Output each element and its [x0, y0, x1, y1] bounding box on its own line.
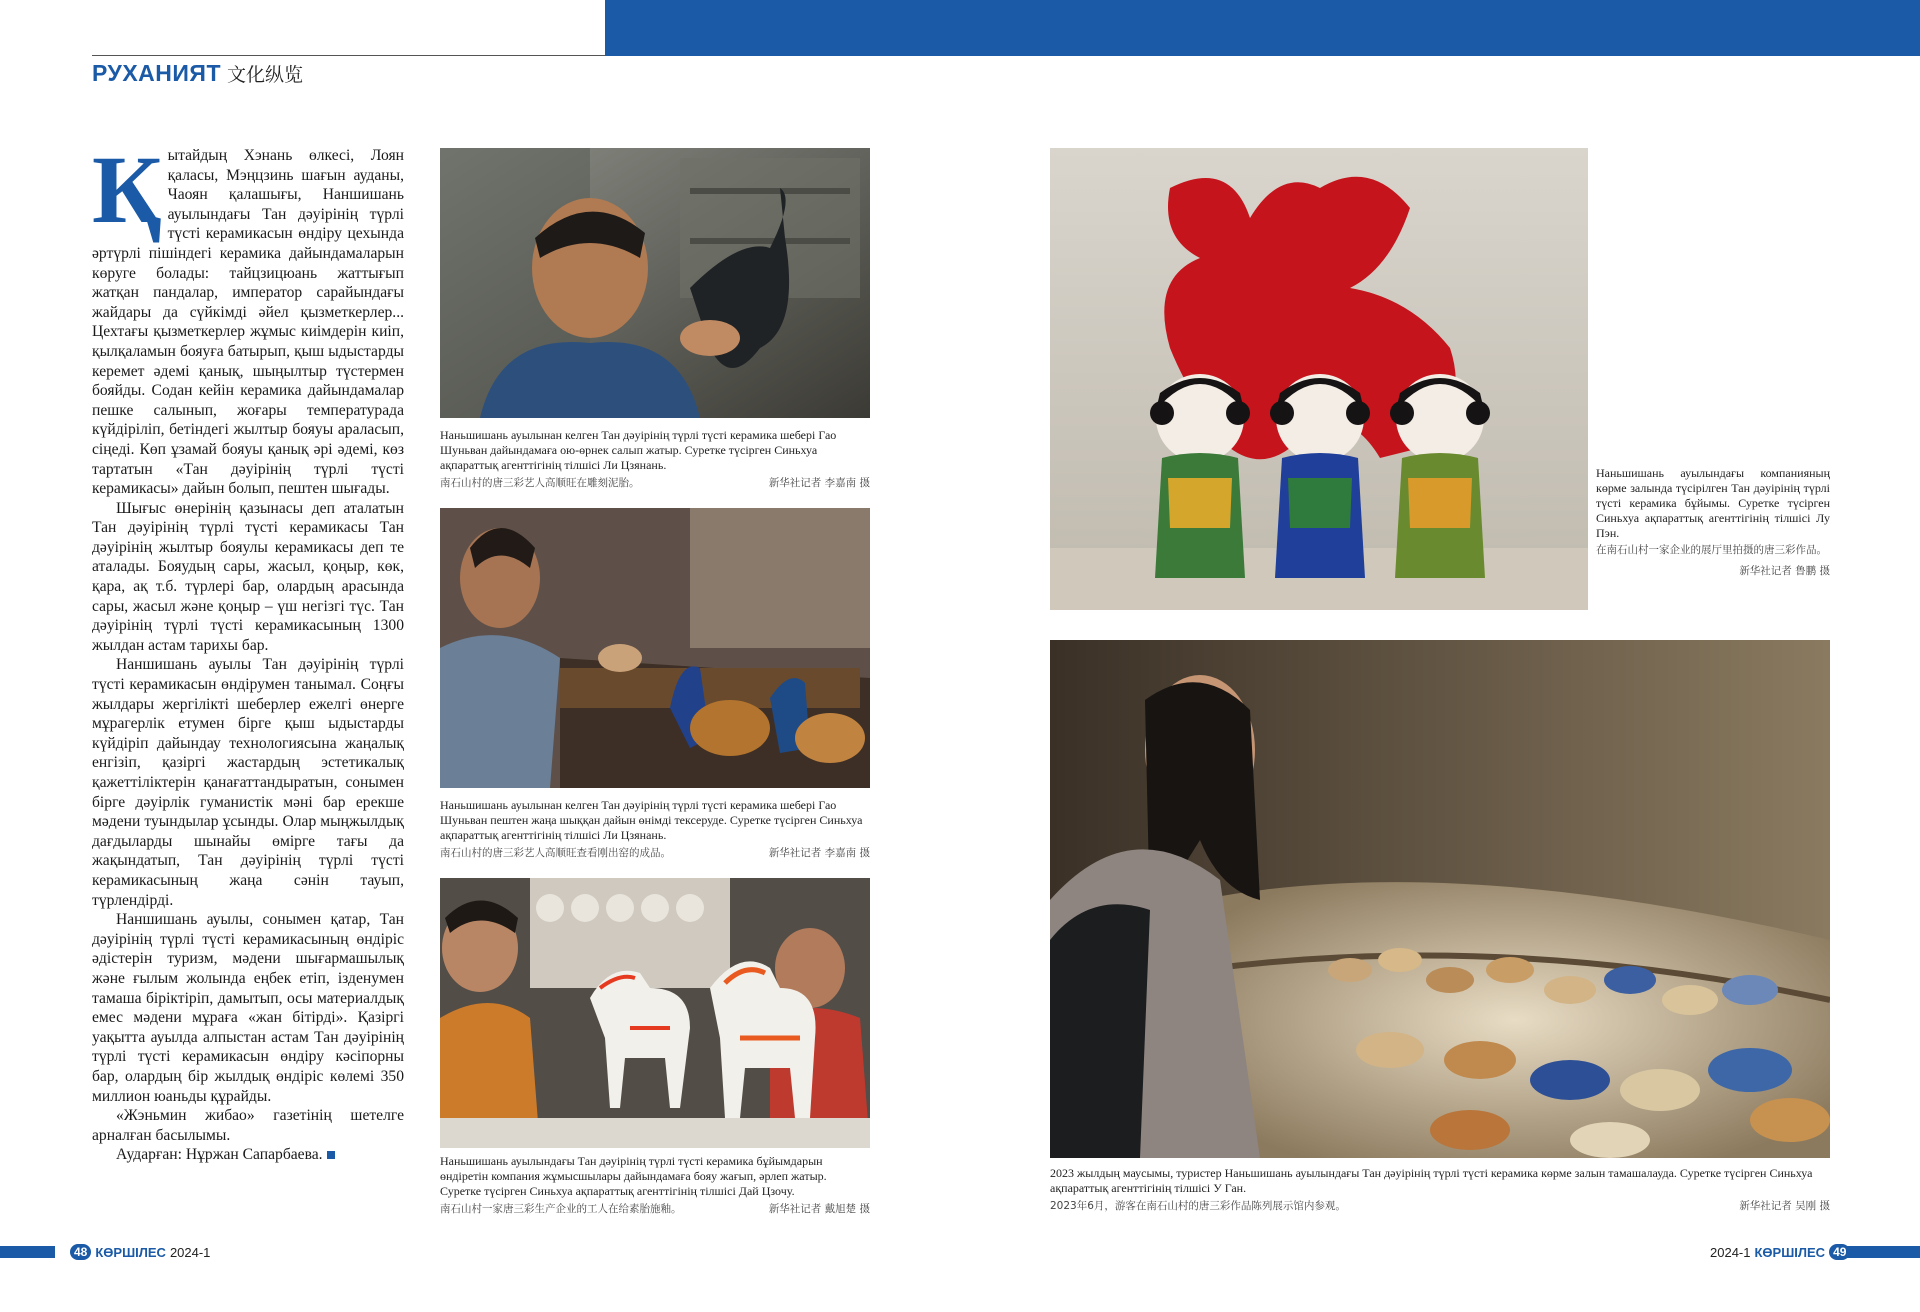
photo-figurines-exhibit [1050, 148, 1588, 610]
caption-1-kz: Наньшишань ауылынан келген Тан дәуірінің түрлі түсті керамика шебері Гао Шуньван дайындамаға ою-өрнек салып жатыр. Суретке түсірген Синьхуа ақпараттық агенттігінің тілшісі Ли Цзянань. [440, 428, 837, 472]
photo-workers-glazing [440, 878, 870, 1148]
caption-1 [440, 428, 870, 491]
caption-1-credit: 新华社记者 李嘉南 摄 [768, 477, 870, 489]
magazine-name-right: КӨРШІЛЕС [1754, 1244, 1826, 1260]
header-rule [92, 55, 605, 56]
caption-5 [1050, 1166, 1830, 1214]
page-number-left: 48 [70, 1244, 91, 1260]
footer-bar-left [0, 1246, 55, 1258]
caption-2-cn: 南石山村的唐三彩艺人高顺旺查看刚出窑的成品。 [440, 847, 671, 859]
page-number-right: 49 [1829, 1244, 1850, 1260]
caption-5-credit: 新华社记者 吴刚 摄 [1739, 1200, 1830, 1212]
caption-4-cn: 在南石山村一家企业的展厅里拍摄的唐三彩作品。 [1596, 544, 1827, 556]
article-body [92, 136, 404, 1165]
article-paragraph: Қытайдың Хэнань өлкесі, Лоян қаласы, Мэңцзинь шағын ауданы, Чаоян қалашығы, Наншишань ауылындағы Тан дәуірінің түрлі түсті керамикасын өндіру цехында әртүрлі пішіндегі керамика дайындамаларын көруге болады: тайцзицюань жаттығып жатқан пандалар, император сарайындағы жайдары да сүйкімді әйел қызметкерлер... Цехтағы қызметкерлер жұмыс киімдерін киіп, қылқаламын бояуға батырып, қыш ыдыстарды керемет әдемі қанық, шыңылтыр түстермен бояйды. Содан кейін керамика дайындамалар пешке салынып, жоғары температурада күйдіріліп, бетіндегі жылтыр бояуы араласып, сіңеді. Көп ұзамай бояуы қанық әрі әдемі, көз тартатын «Тан дәуірінің түрлі түсті керамикасы» дайын болып, пештен шығады. [92, 136, 404, 498]
photo-artisan-carving [440, 148, 870, 418]
caption-3-cn: 南石山村一家唐三彩生产企业的工人在给素胎施釉。 [440, 1203, 682, 1215]
caption-2-kz: Наньшишань ауылынан келген Тан дәуірінің түрлі түсті керамика шебері Гао Шуньван пештен жаңа шыққан дайын өнімді тексеруде. Суретке түсірген Синьхуа ақпараттық агенттігінің тілшісі Ли Цзянань. [440, 798, 863, 842]
section-title-cn: 文化纵览 [227, 64, 304, 86]
article-paragraph: Наншишань ауылы Тан дәуірінің түрлі түсті керамикасын өндірумен танымал. Соңғы жылдары жергілікті шеберлер ежелгі өнерге мұрагерлік етумен бірге қыш ыдыстарды күйдіріп дайындау технологиясына жаңалық енгізіп, қазіргі жастардың эстетикалық қажеттіліктерін қанағаттандыратын, сонымен бірге дәуірлік гуманистік мәні бар ерекше мәдени туындылар ұсынды. Олар мыңжылдық дағдыларды шынайы өмірге тағы да жақындатып, Тан дәуірінің түрлі түсті керамикасының жаңа сәнін тауып, түрлендірді. [92, 656, 404, 909]
caption-3 [440, 1154, 870, 1217]
caption-4-credit: 新华社记者 鲁鹏 摄 [1739, 565, 1830, 577]
caption-4-kz: Наньшишань ауылындағы компанияның көрме залында түсірілген Тан дәуірінің түрлі түсті керамика бұйымы. Суретке түсірген Синьхуа ақпараттық агенттігінің тілшісі Лу Пэн. [1596, 466, 1830, 540]
issue-right: 2024-1 [1710, 1244, 1751, 1260]
photo-kiln-inspection [440, 508, 870, 788]
caption-4 [1596, 466, 1830, 579]
issue-left: 2024-1 [169, 1244, 211, 1260]
section-header [92, 60, 303, 87]
caption-5-cn: 2023年6月，游客在南石山村的唐三彩作品陈列展示馆内参观。 [1050, 1200, 1346, 1212]
caption-3-credit: 新华社记者 戴旭楚 摄 [768, 1203, 870, 1215]
article-paragraph: Шығыс өнерінің қазынасы деп аталатын Тан дәуірінің түрлі түсті керамикасы Тан дәуірінің жылтыр бояулы керамикасы деп те аталады. Бояудың сары, жасыл, қоңыр, көк, қара, ақ т.б. түрлері бар, олардың арасында сары, жасыл және қоңыр – үш негізгі түс. Тан дәуірінің түрлі түсті керамикасының 1300 жылдан астам тарихы бар. [92, 499, 404, 654]
translator-credit: Аударған: Нұржан Сапарбаева. [92, 1145, 404, 1165]
photo-visitor-exhibit [1050, 640, 1830, 1158]
folio-left [70, 1244, 210, 1260]
article-paragraph: Наншишань ауылы, сонымен қатар, Тан дәуірінің түрлі түсті керамикасының өндіріс әдістерін туризм, мәдени шығармашылық және ғылым жолында еңбек етіп, ізденумен тамаша біріктіріп, дамытып, осы материалдық емес мәдени мұраға «жан бітірді». Қазіргі уақытта ауылда алпыстан астам Тан дәуірінің түрлі түсті керамикасын өндіру кәсіпорны бар, олардың бір жылдық өндіріс көлемі 350 миллион юаньды құрайды. [92, 911, 404, 1105]
header-blue-band [605, 0, 1920, 56]
magazine-name-left: КӨРШІЛЕС [95, 1244, 166, 1260]
caption-1-cn: 南石山村的唐三彩艺人高顺旺在雕刻泥胎。 [440, 477, 640, 489]
end-mark-icon [327, 1151, 335, 1159]
caption-3-kz: Наньшишань ауылындағы Тан дәуірінің түрлі түсті керамика бұйымдарын өндіретін компания жұмысшылары дайындамаға бояу жағып, әрлеп жатыр. Суретке түсірген Синьхуа ақпараттық агенттігінің тілшісі Дай Цзочу. [440, 1154, 827, 1198]
caption-2-credit: 新华社记者 李嘉南 摄 [768, 847, 870, 859]
folio-right [1710, 1244, 1850, 1260]
section-title-kz: РУХАНИЯТ [92, 60, 222, 86]
article-paragraph: «Жэньмин жибао» газетінің шетелге арналған басылымы. [92, 1107, 404, 1144]
caption-2 [440, 798, 870, 861]
drop-cap: Қ [92, 136, 162, 243]
caption-5-kz: 2023 жылдың маусымы, туристер Наньшишань ауылындағы Тан дәуірінің түрлі түсті керамика көрме залын тамашалауда. Суретке түсірген Синьхуа ақпараттық агенттігінің тілшісі У Ган. [1050, 1166, 1813, 1195]
